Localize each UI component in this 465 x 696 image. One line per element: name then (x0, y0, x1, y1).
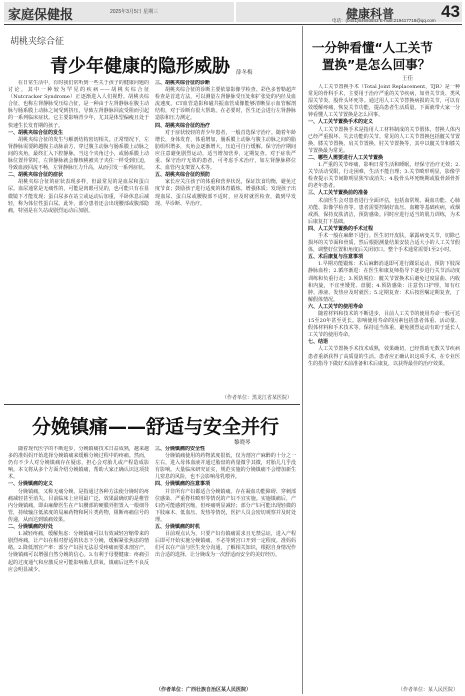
section-name-right: 健康科普 (346, 7, 395, 21)
page-number: 43 (441, 2, 460, 21)
paragraph: 在日常生活中，有时我们常听到一些关于孩子的健康问题的讨论，其中一种较为罕见的疾病——胡桃夹综合征（Nutcracker Syndrome）正逐渐进入人们视野。胡桃夹综合征，也称左肾静脉受压综合征，是一种由于左肾静脉在腹主动脉与肠系膜上动脉之间受到挤压，导致左肾静脉回流受阻而引起的一系列临床症状。它主要影响青少年，尤其是体型偏瘦且处于快速生长发育期的孩子。 (8, 80, 149, 129)
paragraph: 分娩镇痛，又称无痛分娩，是指通过各种方法使分娩时的疼痛减轻甚至消失。目前临床上应用最广泛、效果最确切的是椎管内分娩镇痛，即由麻醉医生在产妇腰部的硬膜外腔置入一根细导管，持续输注低浓度的局麻药物和阿片类药物，阻断疼痛信号的传递，从而达到镇痛效果。 (8, 488, 149, 523)
article3-title-line1: 一分钟看懂“人工关节 (312, 40, 433, 55)
article1-kicker: 胡桃夹综合征 (10, 37, 65, 47)
section-heading: 七、结语 (308, 339, 329, 346)
section-heading: 二、分娩镇痛的好处 (8, 524, 54, 531)
paragraph: 并非所有产妇都适合分娩镇痛。存在凝血功能障碍、穿刺部位感染、严重脊柱畸形等情况的产妇不宜实施。实施镇痛后，产妇仍可能感到宫缩，但疼痛明显减轻；部分产妇可能出现轻微的下肢麻木、低血压、发热等情况，医护人员会密切观察并及时处理。 (155, 488, 296, 523)
section-name: 家庭保健报 (8, 8, 74, 23)
section-heading: 五、胡桃夹综合征的预防 (155, 172, 211, 179)
section-heading: 四、分娩镇痛的注意事项 (155, 481, 211, 488)
section-heading: 二、胡桃夹综合征的症状 (8, 172, 64, 179)
article3-body (308, 84, 460, 684)
section-heading: 三、人工关节置换前的准备 (308, 190, 369, 197)
section-heading: 三、分娩镇痛的安全性 (155, 446, 206, 452)
paragraph: 对于症状较轻的青少年患者，一般首选保守治疗。随着年龄增长，身体发育，体重增加，肠系膜上动脉与腹主动脉之间的脂肪组织增多，夹角会逐渐增大，压迫可自行缓解。保守治疗期间应注意避免剧烈运动，适当增加营养，定期复查。对于症状严重、保守治疗无效的患者，可考虑手术治疗，如左肾静脉移位术、血管内支架置入术等。 (155, 129, 296, 172)
paragraph: 1.严重的关节疼痛，影响日常生活和睡眠，经保守治疗无效；2.关节活动受限，行走困难，生活不能自理；3.关节畸形明显，影像学检查提示关节间隙明显狭窄或消失；4.股骨头坏死晚期或股骨颈骨折的老年患者。 (308, 162, 460, 190)
paragraph: 手术一般在麻醉下进行。医生切开皮肤，暴露病变关节，切除已损坏的关节面和骨质，然后根据测量结果安装合适大小的人工关节假体，调整好位置和角度后关闭切口。整个手术通常需要1至2小时。 (308, 232, 460, 254)
paragraph: 术前医生会对患者进行全面评估，包括血常规、凝血功能、心肺功能、影像学检查等。患者需要控制好血压、血糖等基础疾病，戒烟戒酒，保持皮肤清洁，预防感染。同时应进行适当的肌力训练，为术后康复打下基础。 (308, 197, 460, 225)
issue-date: 2025年3月5日 星期三 (110, 9, 159, 15)
article2-author: 黎晓琴 (234, 440, 251, 446)
article2-body (8, 446, 296, 684)
column-divider (302, 26, 303, 694)
section-heading: 一、胡桃夹综合征的发生 (8, 129, 64, 136)
paragraph: 1.早期功能锻炼：术后麻醉消退即可进行踝泵运动，预防下肢深静脉血栓；2.循序渐进：在医生和康复师指导下逐步进行关节活动度训练和负重行走；3.预防脱位：髋关节置换术后避免过度屈曲、内收和内旋，不宜坐矮凳、盘腿；4.预防感染：注意伤口护理，如有红肿、渗液、发热应及时就医；5.定期复查：术后按医嘱定期复查，了解假体情况。 (308, 261, 460, 303)
paragraph: 目前观点认为，只要产妇有镇痛需求且无禁忌证，进入产程后即可开始实施分娩镇痛，不必等到宫口开到一定程度。准妈妈们可以在产前与医生充分沟通，了解相关知识，根据自身情况作出合适的选择，让分娩成为一次舒适而安全的美好经历。 (155, 531, 296, 559)
section-heading: 四、胡桃夹综合征的治疗 (155, 122, 211, 129)
section-heading: 四、人工关节置换的手术过程 (308, 225, 374, 232)
contact-line: 电话：(0451)84693543 E-mail:219417718@qq.com (332, 18, 436, 23)
page-header-left (4, 2, 234, 22)
paragraph: 胡桃夹综合征的诊断主要依靠影像学检查。彩色多普勒超声检查是首选方法，可以测量左肾静脉受压处和扩张处的内径及血流速度。CT血管造影和磁共振血管成像能够清晰显示血管解剖结构，对于诊断有很大帮助。在必要时，医生还会进行左肾静脉造影和压力测定。 (155, 87, 296, 122)
paragraph: 胡桃夹综合征的发生与解剖结构密切相关。正常情况下，左肾静脉需要跨越腹主动脉前方，穿过腹主动脉与肠系膜上动脉之间的夹角，最终汇入下腔静脉。当这个夹角过小，或肠系膜上动脉位置异常时，左肾静脉就会像核桃被夹子夹住一样受到压迫，导致血液回流不畅，左肾静脉压力升高，从而引发一系列症状。 (8, 136, 149, 172)
paragraph: 随着现代医学的不断进步，分娩镇痛技术日益成熟，越来越多的准妈妈开始选择分娩镇痛来缓解分娩过程中的疼痛。然而，仍有不少人对分娩镇痛存在疑虑，担心会对胎儿或产程造成影响。本文将从多个方面介绍分娩镇痛，帮助大家正确认识这项技术。 (8, 446, 149, 481)
section-heading: 二、哪些人需要进行人工关节置换 (308, 154, 384, 161)
article1-body (8, 80, 296, 400)
article1-title: 青少年健康的隐形威胁 (50, 56, 230, 77)
paragraph: 人工关节置换手术是指用人工材料制成的关节假体，替换人体内已经严重损坏、失去功能的关节。常见的人工关节置换包括髋关节置换、膝关节置换、肩关节置换、肘关节置换等，其中以髋关节和膝关节置换最为常见。 (308, 126, 460, 154)
header-rule (4, 24, 462, 25)
article3-author: 王佳 (402, 76, 414, 82)
page-header-right (236, 2, 462, 22)
article1-author: 薛冬梅 (236, 70, 253, 76)
paragraph: 人工关节置换手术技术成熟，效果确切，已经帮助无数关节疾病患者重新获得了高质量的生活。患者应正确认识这项手术，在专业医生的指导下做好术前准备和术后康复，以获得最佳的治疗效果。 (308, 346, 460, 367)
paragraph: 1.减轻疼痛，缓解焦虑：分娩镇痛可以有效减轻宫缩带来的剧烈疼痛，让产妇在相对舒适的状态下分娩，缓解紧张焦虑的情绪。2.降低剖宫产率：部分产妇因无法忍受疼痛而要求剖宫产，分娩镇痛可以增强自然分娩的信心。3.有利于母婴健康：疼痛引起的过度通气和应激反应可能影响胎儿供氧，镇痛后这些不良反应会明显减少。 (8, 531, 149, 573)
article3-title-line2: 置换”是怎么回事？ (322, 57, 431, 72)
article2-affiliation: （作者单位：广西壮族自治区某人民医院） (156, 687, 252, 693)
section-heading: 一、人工关节置换手术的定义 (308, 119, 374, 126)
paragraph: 随着材料和技术的不断进步，目前人工关节的使用寿命一般可达15至20年甚至更长。影响使用寿命的因素包括患者体重、活动量、假体材料和手术技术等。保持适当体重、避免剧烈运动有助于延长人工关节的使用寿命。 (308, 311, 460, 339)
article2-title: 分娩镇痛——舒适与安全并行 (32, 416, 280, 438)
section-heading: 三、胡桃夹综合征的诊断 (155, 80, 211, 86)
article-divider (4, 404, 300, 405)
paragraph: 家长应关注孩子的体重和营养状况，保证饮食均衡，避免过度节食；鼓励孩子进行适度的体育锻炼，增强体质；发现孩子出现血尿、蛋白尿或腰腹部不适时，应及时就医检查，做到早发现、早诊断、早治疗。 (155, 179, 296, 207)
article1-affiliation: （作者单位：黑龙江省某医院） (222, 395, 293, 401)
section-heading: 六、人工关节的使用寿命 (308, 303, 364, 310)
paragraph: 胡桃夹综合征的症状表现多样，但最常见的是血尿和蛋白尿。血尿通常是无痛性的，可能是肉眼可见的，也可能只有在显微镜下才能发现；蛋白尿多在站立或运动后加重，平卧休息后减轻，称为体位性蛋白尿。此外，部分患者还会出现腰部或腹部隐痛，特别是在久站或剧烈运动后加剧。 (8, 179, 149, 214)
article3-affiliation: （作者单位：某人民医院） (398, 687, 459, 693)
section-heading: 一、分娩镇痛的定义 (8, 481, 54, 488)
section-heading: 五、分娩镇痛的时机 (155, 524, 201, 531)
section-heading: 五、术后康复与注意事项 (308, 254, 364, 261)
paragraph: 分娩镇痛使用的药物浓度很低，仅为剖宫产麻醉的十分之一左右，进入母体血液并通过胎盘的药量微乎其微，对胎儿几乎没有影响。大量临床研究证实，规范实施的分娩镇痛不会增加新生儿窒息的风险，也不会影响母乳喂养。 (155, 453, 296, 481)
paragraph: 人工关节置换手术（Total Joint Replacement，TJR）是一种常见的骨科手术，主要用于治疗严重的关节疾病，如骨关节炎、类风湿关节炎、股骨头坏死等。通过用人工关节替换病损的关节，可以有效缓解疼痛，恢复关节功能，提高患者生活质量。下面就带大家一分钟看懂人工关节置换是怎么回事。 (308, 84, 460, 119)
